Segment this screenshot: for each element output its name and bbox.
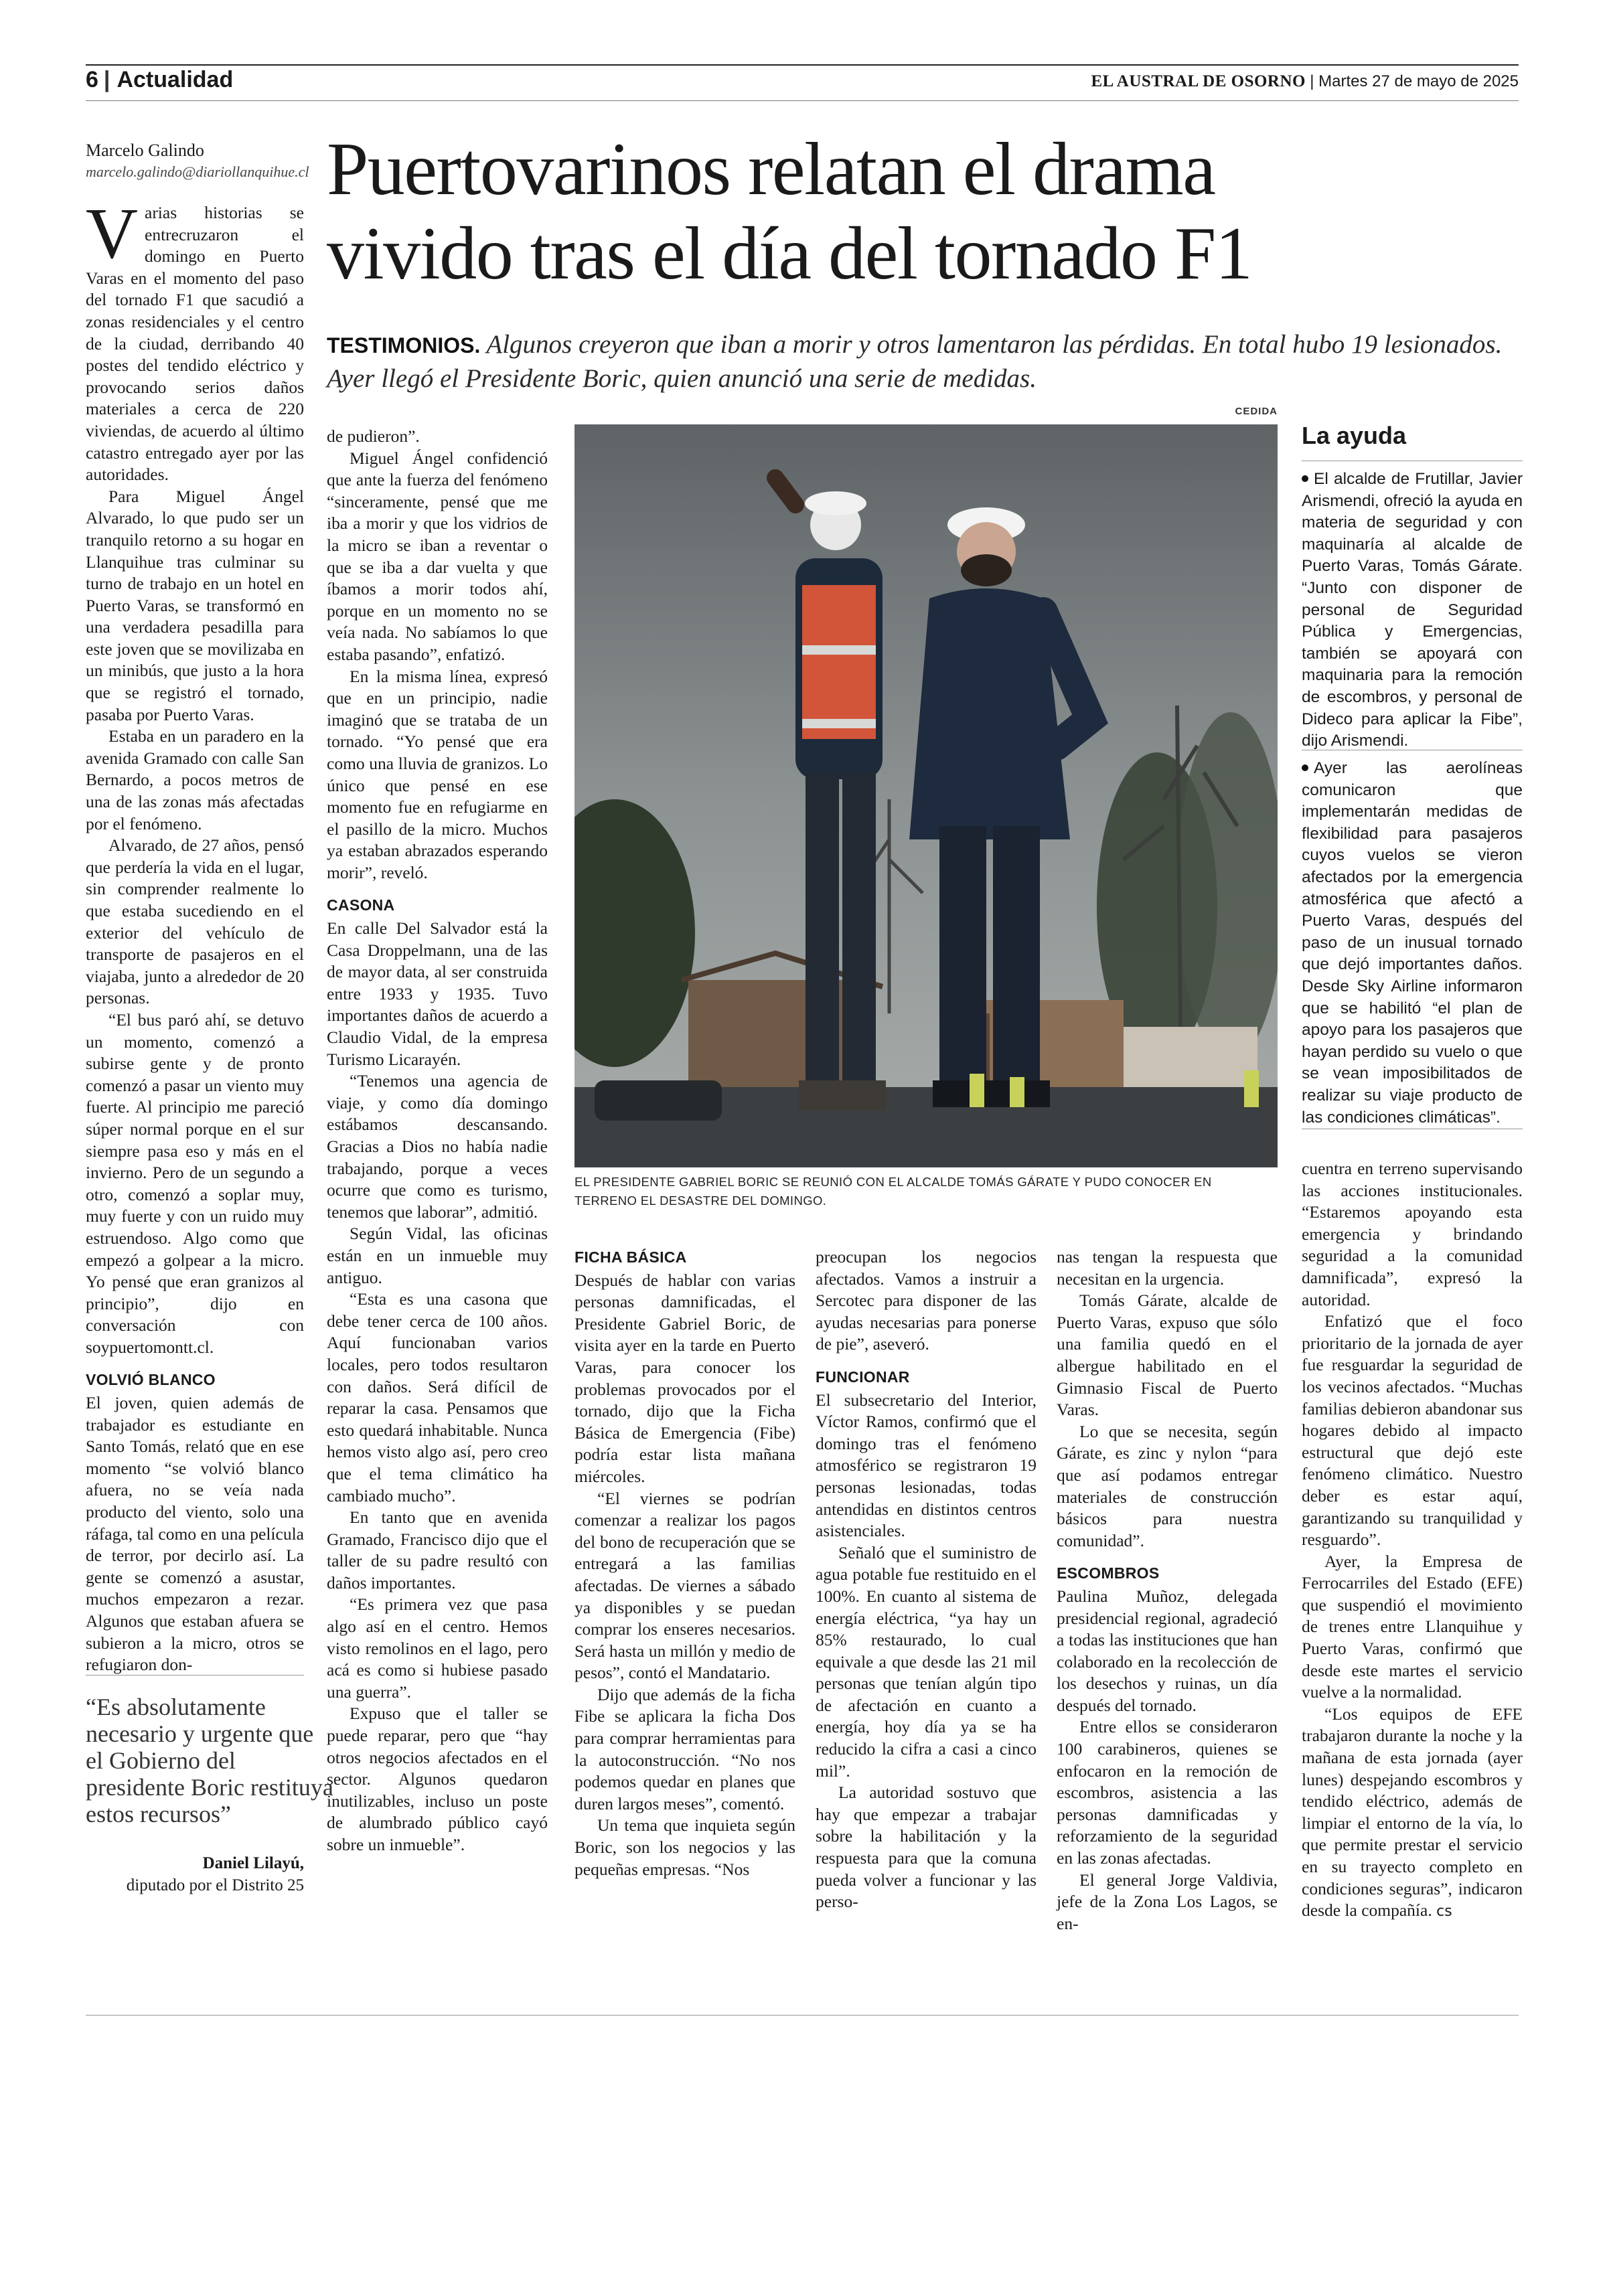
subheading: FICHA BÁSICA	[575, 1248, 687, 1266]
section-name: Actualidad	[117, 67, 234, 92]
headline	[327, 127, 1532, 296]
paragraph: “El bus paró ahí, se detuvo un momento, comenzó a subirse gente y de pronto comenzó a pasar un viento muy fuerte. Al principio me pareció súper normal porque en el sur siempre pasa eso y más en el invierno. Pero de un segundo a otro, comenzó a soplar muy, muy fuerte y con un ruido muy estruendoso. Algo como que empezó a golpear a la micro. Yo pensé que eran granizos al principio”, dijo en conversación con soypuertomontt.cl.	[86, 1009, 304, 1357]
paragraph: “El viernes se podrían comenzar a realizar los pagos del bono de recuperación que se entregará a las familias afectadas. De viernes a sábado ya disponibles y se puedan comprar los enseres necesarios. Será hasta un millón y medio de pesos”, contó el Mandatario.	[575, 1488, 795, 1683]
paragraph: arias historias se entrecruzaron el domingo en Puerto Varas en el momento del paso del tornado F1 que sacudió a zonas residenciales y el centro de la ciudad, derribando 40 postes del tendido eléctrico y provocando serios daños materiales a cerca de 220 viviendas, de acuerdo al último catastro entregado ayer por las autoridades.	[86, 203, 304, 485]
end-mark-icon: cs	[1436, 1903, 1452, 1920]
paragraph	[1302, 1704, 1523, 1923]
paragraph: “Es primera vez que pasa algo así en el centro. Hemos visto remolinos en el lago, pero acá es como si hubiese pasado una guerra”.	[327, 1594, 548, 1702]
paragraph: Señaló que el suministro de agua potable fue restituido en el 100%. En cuanto al sistema de energía eléctrica, “ya hay un 85% restaurado, lo cual equivale a que desde las 21 mil personas que tenían algún tipo de afectación en cuanto a energía, hoy día ya se ha reducido la cifra a casi a cinco mil”.	[816, 1542, 1037, 1781]
paragraph: Dijo que además de la ficha Fibe se aplicara la ficha Dos para comprar herramientas para la autoconstrucción. “No nos podemos quedar en planes que duren largos meses”, comentó.	[575, 1684, 795, 1813]
article-column-3	[575, 1246, 795, 1880]
paragraph: Enfatizó que el foco prioritario de la jornada de ayer fue resguardar la seguridad de los vecinos afectados. “Muchas familias debieron abandonar sus hogares debido al impacto estructural que dejó este fenómeno climático. Nuestro deber es estar aquí, garantizando su tranquilidad y resguardo”.	[1302, 1311, 1523, 1550]
sidebar-item-2	[1302, 758, 1523, 1129]
article-photo	[575, 424, 1278, 1167]
article-column-2	[327, 426, 548, 1856]
photo-caption: EL PRESIDENTE GABRIEL BORIC SE REUNIÓ CON EL ALCALDE TOMÁS GÁRATE Y PUDO CONOCER EN TERRENO EL DESASTRE DEL DOMINGO.	[575, 1175, 1212, 1208]
pull-quote: “Es absolutamente necesario y urgente que el Gobierno del presidente Boric restituya estos recursos”	[86, 1694, 333, 1827]
paragraph: Paulina Muñoz, delegada presidencial regional, agradeció a todas las instituciones que han colaborado en la recolección de los desechos y ruinas, un día después del tornado.	[1057, 1586, 1278, 1715]
header-underline	[86, 100, 1519, 101]
paragraph: El general Jorge Valdivia, jefe de la Zona Los Lagos, se en-	[1057, 1870, 1278, 1933]
page-header-right	[1091, 72, 1519, 91]
sidebar-item-1	[1302, 469, 1523, 752]
paragraph: preocupan los negocios afectados. Vamos a instruir a Sercotec para disponer de las ayudas necesarias para ponerse de pie”, aseveró.	[816, 1247, 1037, 1354]
subheading: CASONA	[327, 896, 395, 914]
headline-line-2: vivido tras el día del tornado F1	[327, 212, 1252, 295]
paragraph: Estaba en un paradero en la avenida Gramado con calle San Bernardo, a pocos metros de una de las zonas más afectadas por el fenómeno.	[86, 726, 304, 833]
paragraph: Tomás Gárate, alcalde de Puerto Varas, expuso que sólo una familia quedó en el albergue habilitado en el Gimnasio Fiscal de Puerto Varas.	[1057, 1291, 1278, 1420]
paragraph: Para Miguel Ángel Alvarado, lo que pudo ser un tranquilo retorno a su hogar en Llanquihue tras culminar su turno de trabajo en un hotel en Puerto Varas, se transformó en una verdadera pesadilla para este joven que se movilizaba en un minibús, que justo a la hora que se registró el tornado, pasaba por Puerto Varas.	[86, 486, 304, 724]
paragraph: En tanto que en avenida Gramado, Francisco dijo que el taller de su padre resultó con daños importantes.	[327, 1507, 548, 1592]
article-column-6	[1302, 1158, 1523, 1923]
issue-date: | Martes 27 de mayo de 2025	[1310, 72, 1519, 90]
paragraph: El joven, quien además de trabajador es estudiante en Santo Tomás, relató que en ese momento “se volvió blanco afuera, no se veía nada producto del viento, solo una ráfaga, tal como en una película de terror, por decirlo así. La gente se comenzó a asustar, muchos empezaron a rezar. Algunos que estaban afuera se subieron a la micro, otros se refugiaron don-	[86, 1393, 304, 1675]
publication-name: EL AUSTRAL DE OSORNO	[1091, 72, 1306, 90]
lead-kicker: TESTIMONIOS.	[327, 333, 481, 357]
paragraph: Después de hablar con varias personas damnificadas, el Presidente Gabriel Boric, de visita ayer en la tarde en Puerto Varas, para conocer los problemas provocados por el tornado, dijo que la Ficha Básica de Emergencia (Fibe) podría estar lista mañana miércoles.	[575, 1270, 795, 1486]
paragraph: Entre ellos se consideraron 100 carabineros, quienes se enfocaron en la remoción de escombros, asistencia a las personas damnificadas y reforzamiento de la seguridad en las zonas afectadas.	[1057, 1717, 1278, 1868]
lead-paragraph	[327, 328, 1505, 396]
bottom-rule	[86, 2015, 1519, 2016]
paragraph: La autoridad sostuvo que hay que empezar a trabajar sobre la habilitación y la respuesta para que la comuna pueda volver a funcionar y las perso-	[816, 1783, 1037, 1912]
parked-car	[595, 1080, 722, 1121]
paragraph: Un tema que inquieta según Boric, son los negocios y las pequeñas empresas. “Nos	[575, 1815, 795, 1879]
article-column-5	[1057, 1246, 1278, 1935]
paragraph: Según Vidal, las oficinas están en un inmueble muy antiguo.	[327, 1224, 548, 1287]
paragraph: “Tenemos una agencia de viaje, y como día domingo estábamos descansando. Gracias a Dios no había nadie trabajando, porque a veces ocurre que como es turismo, tenemos que laborar”, admitió.	[327, 1071, 548, 1222]
headline-line-1: Puertovarinos relatan el drama	[327, 128, 1215, 211]
subheading: FUNCIONAR	[816, 1368, 910, 1386]
paragraph: El subsecretario del Interior, Víctor Ramos, confirmó que el domingo tras el fenómeno atmosférico se registraron 19 personas lesionadas, todas antendidas en distintos centros asistenciales.	[816, 1390, 1037, 1541]
paragraph: Miguel Ángel confidenció que ante la fuerza del fenómeno “sinceramente, pensé que me iba a morir y que los vidrios de la micro se iban a reventar o que se iba a dar vuelta y que íbamos a morir todos ahí, porque en un momento no se veía nada. No sabíamos lo que estaba pasando”, enfatizó.	[327, 448, 548, 664]
paragraph: “Esta es una casona que debe tener cerca de 100 años. Aquí funcionaban varios locales, pero todos resultaron con daños. Será difícil de reparar la casa. Pensamos que esto quedará inhabitable. Nunca hemos visto algo así, pero creo que el tema climático ha cambiado mucho”.	[327, 1289, 548, 1505]
author-name: Marcelo Galindo	[86, 141, 204, 160]
paragraph: En la misma línea, expresó que en un principio, nadie imaginó que se trataba de un tornado. “Yo pensé que era como una lluvia de granizos. Lo único que pensé en ese momento fue en refugiarme en el pasillo de la micro. Muchos ya estaban abrazados esperando morir”, reveló.	[327, 666, 548, 882]
subheading: VOLVIÓ BLANCO	[86, 1371, 216, 1389]
sidebar-text: El alcalde de Frutillar, Javier Arismendi, ofreció la ayuda en materia de seguridad y con maquinaría al alcalde de Puerto Varas, Tomás Gárate. “Junto con disponer de personal de Seguridad Pública y Emergencias, también se apoyará con maquinaria para la remoción de escombros, y personal de Dideco para aplicar la Fibe”, dijo Arismendi.	[1302, 470, 1523, 750]
article-column-1	[86, 194, 304, 1676]
paragraph: Lo que se necesita, según Gárate, es zinc y nylon “para que así podamos entregar materiales de construcción básicos para nuestra comunidad”.	[1057, 1421, 1278, 1550]
subheading: ESCOMBROS	[1057, 1564, 1160, 1582]
page-header-left	[86, 67, 233, 93]
bullet-icon	[1302, 475, 1308, 482]
page-number: 6	[86, 67, 98, 92]
photo-illustration	[575, 424, 1278, 1167]
paragraph: Expuso que el taller se puede reparar, pero que “hay otros negocios afectados en el sector. Algunos quedaron inutilizables, incluso un poste de alumbrado público cayó sobre un inmueble”.	[327, 1704, 548, 1854]
paragraph: Alvarado, de 27 años, pensó que perdería la vida en el lugar, sin comprender realmente lo que estaba sucediendo en el exterior del vehículo de transporte de pasajeros en el viajaba, junto a alrededor de 20 personas.	[86, 835, 304, 1008]
photo-credit: CEDIDA	[1235, 406, 1278, 417]
top-rule	[86, 64, 1519, 66]
paragraph: de pudieron”.	[327, 426, 420, 446]
header-separator: |	[103, 67, 110, 92]
paragraph: cuentra en terreno supervisando las acciones institucionales. “Estaremos apoyando esta emergencia y brindando seguridad a la comunidad damnificada”, expresó la autoridad.	[1302, 1159, 1523, 1309]
author-email[interactable]: marcelo.galindo@diariollanquihue.cl	[86, 163, 309, 180]
sidebar-title: La ayuda	[1302, 422, 1407, 449]
paragraph: Ayer, la Empresa de Ferrocarriles del Estado (EFE) que suspendió el movimiento de trenes entre Llanquihue y Puerto Varas, confirmó que desde este martes el servicio vuelve a la normalidad.	[1302, 1551, 1523, 1702]
quote-author-role: diputado por el Distrito 25	[126, 1876, 304, 1894]
drop-cap: V	[86, 194, 138, 274]
lead-text: Algunos creyeron que iban a morir y otros lamentaron las pérdidas. En total hubo 19 lesionados. Ayer llegó el Presidente Boric, quien anunció una serie de medidas.	[327, 330, 1503, 393]
paragraph: nas tengan la respuesta que necesitan en la urgencia.	[1057, 1247, 1278, 1289]
paragraph: En calle Del Salvador está la Casa Droppelmann, una de las de mayor data, al ser construida entre 1933 y 1935. Tuvo importantes daños de acuerdo a Claudio Vidal, de la empresa Turismo Licarayén.	[327, 918, 548, 1069]
sidebar-text: Ayer las aerolíneas comunicaron que implementarán medidas de flexibilidad para pasajeros cuyos vuelos se vieron afectados por la emergencia atmosférica que afectó a Puerto Varas, después del paso de un inusual tornado que dejó importantes daños. Desde Sky Airline informaron que se habilitó “el plan de apoyo para los pasajeros que hayan perdido su vuelo o que se vean imposibilitados de realizar su viaje producto de las condiciones climáticas”.	[1302, 759, 1523, 1127]
article-column-4	[816, 1246, 1037, 1913]
bullet-icon	[1302, 764, 1308, 771]
paragraph-text: “Los equipos de EFE trabajaron durante la noche y la mañana de esta jornada (ayer lunes) despejando escombros y tendido eléctrico, además de limpiar el entorno de la vía, lo que permite prestar el servicio en su trayecto completo en condiciones seguras”, indicaron desde la compañía.	[1302, 1704, 1523, 1920]
quote-author: Daniel Lilayú,	[202, 1854, 304, 1872]
